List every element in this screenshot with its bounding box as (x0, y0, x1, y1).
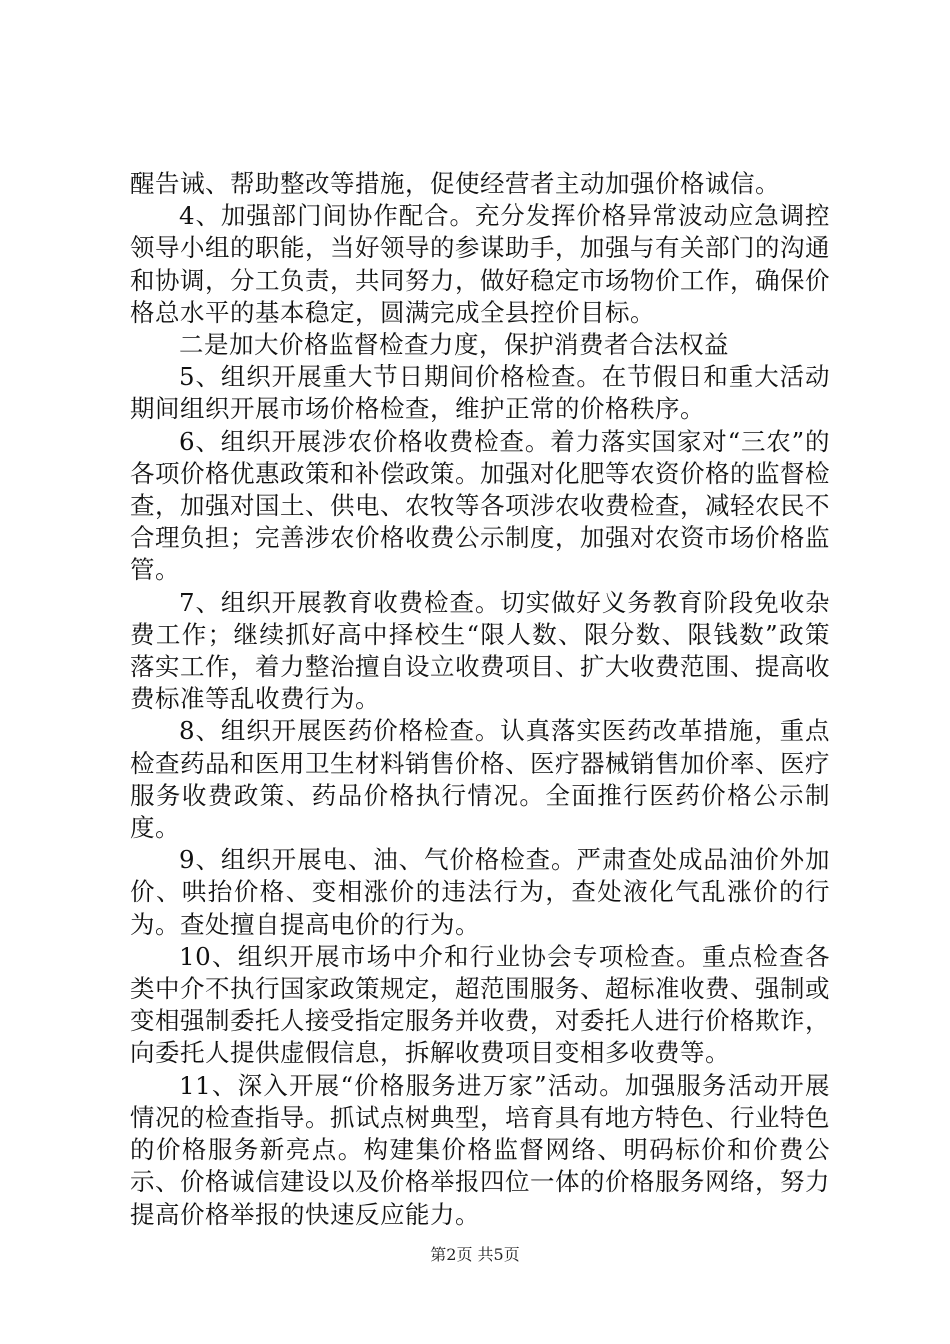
paragraph-item-4: 4、加强部门间协作配合。充分发挥价格异常波动应急调控领导小组的职能，当好领导的参谋助手，加强与有关部门的沟通和协调，分工负责，共同努力，做好稳定市场物价工作，确保价格总水平的基本稳定，圆满完成全县控价目标。 (130, 201, 830, 327)
paragraph-item-9: 9、组织开展电、油、气价格检查。严肃查处成品油价外加价、哄抬价格、变相涨价的违法行为，查处液化气乱涨价的行为。查处擅自提高电价的行为。 (130, 845, 830, 939)
paragraph-continuation: 醒告诫、帮助整改等措施，促使经营者主动加强价格诚信。 (130, 169, 780, 198)
paragraph-item-11: 11、深入开展“价格服务进万家”活动。加强服务活动开展情况的检查指导。抓试点树典型，培育具有地方特色、行业特色的价格服务新亮点。构建集价格监督网络、明码标价和价费公示、价格诚信建设以及价格举报四位一体的价格服务网络，努力提高价格举报的快速反应能力。 (130, 1070, 830, 1229)
paragraph-item-8: 8、组织开展医药价格检查。认真落实医药改革措施，重点检查药品和医用卫生材料销售价格、医疗器械销售加价率、医疗服务收费政策、药品价格执行情况。全面推行医药价格公示制度。 (130, 716, 830, 843)
paragraph-item-5: 5、组织开展重大节日期间价格检查。在节假日和重大活动期间组织开展市场价格检查，维护正常的价格秩序。 (130, 362, 830, 424)
paragraph-item-7: 7、组织开展教育收费检查。切实做好义务教育阶段免收杂费工作；继续抓好高中择校生“限人数、限分数、限钱数”政策落实工作，着力整治擅自设立收费项目、扩大收费范围、提高收费标准等乱收费行为。 (130, 587, 830, 714)
page-number-footer: 第2页 共5页 (430, 1245, 520, 1264)
paragraph-item-6: 6、组织开展涉农价格收费检查。着力落实国家对“三农”的各项价格优惠政策和补偿政策。加强对化肥等农资价格的监督检查，加强对国土、供电、农牧等各项涉农收费检查，减轻农民不合理负担；完善涉农价格收费公示制度，加强对农资市场价格监管。 (130, 426, 830, 585)
document-body (130, 168, 830, 1231)
section-heading-2: 二是加大价格监督检查力度，保护消费者合法权益 (179, 330, 729, 360)
paragraph-item-10: 10、组织开展市场中介和行业协会专项检查。重点检查各类中介不执行国家政策规定，超范围服务、超标准收费、强制或变相强制委托人接受指定服务并收费，对委托人进行价格欺诈，向委托人提供虚假信息，拆解收费项目变相多收费等。 (130, 941, 830, 1068)
